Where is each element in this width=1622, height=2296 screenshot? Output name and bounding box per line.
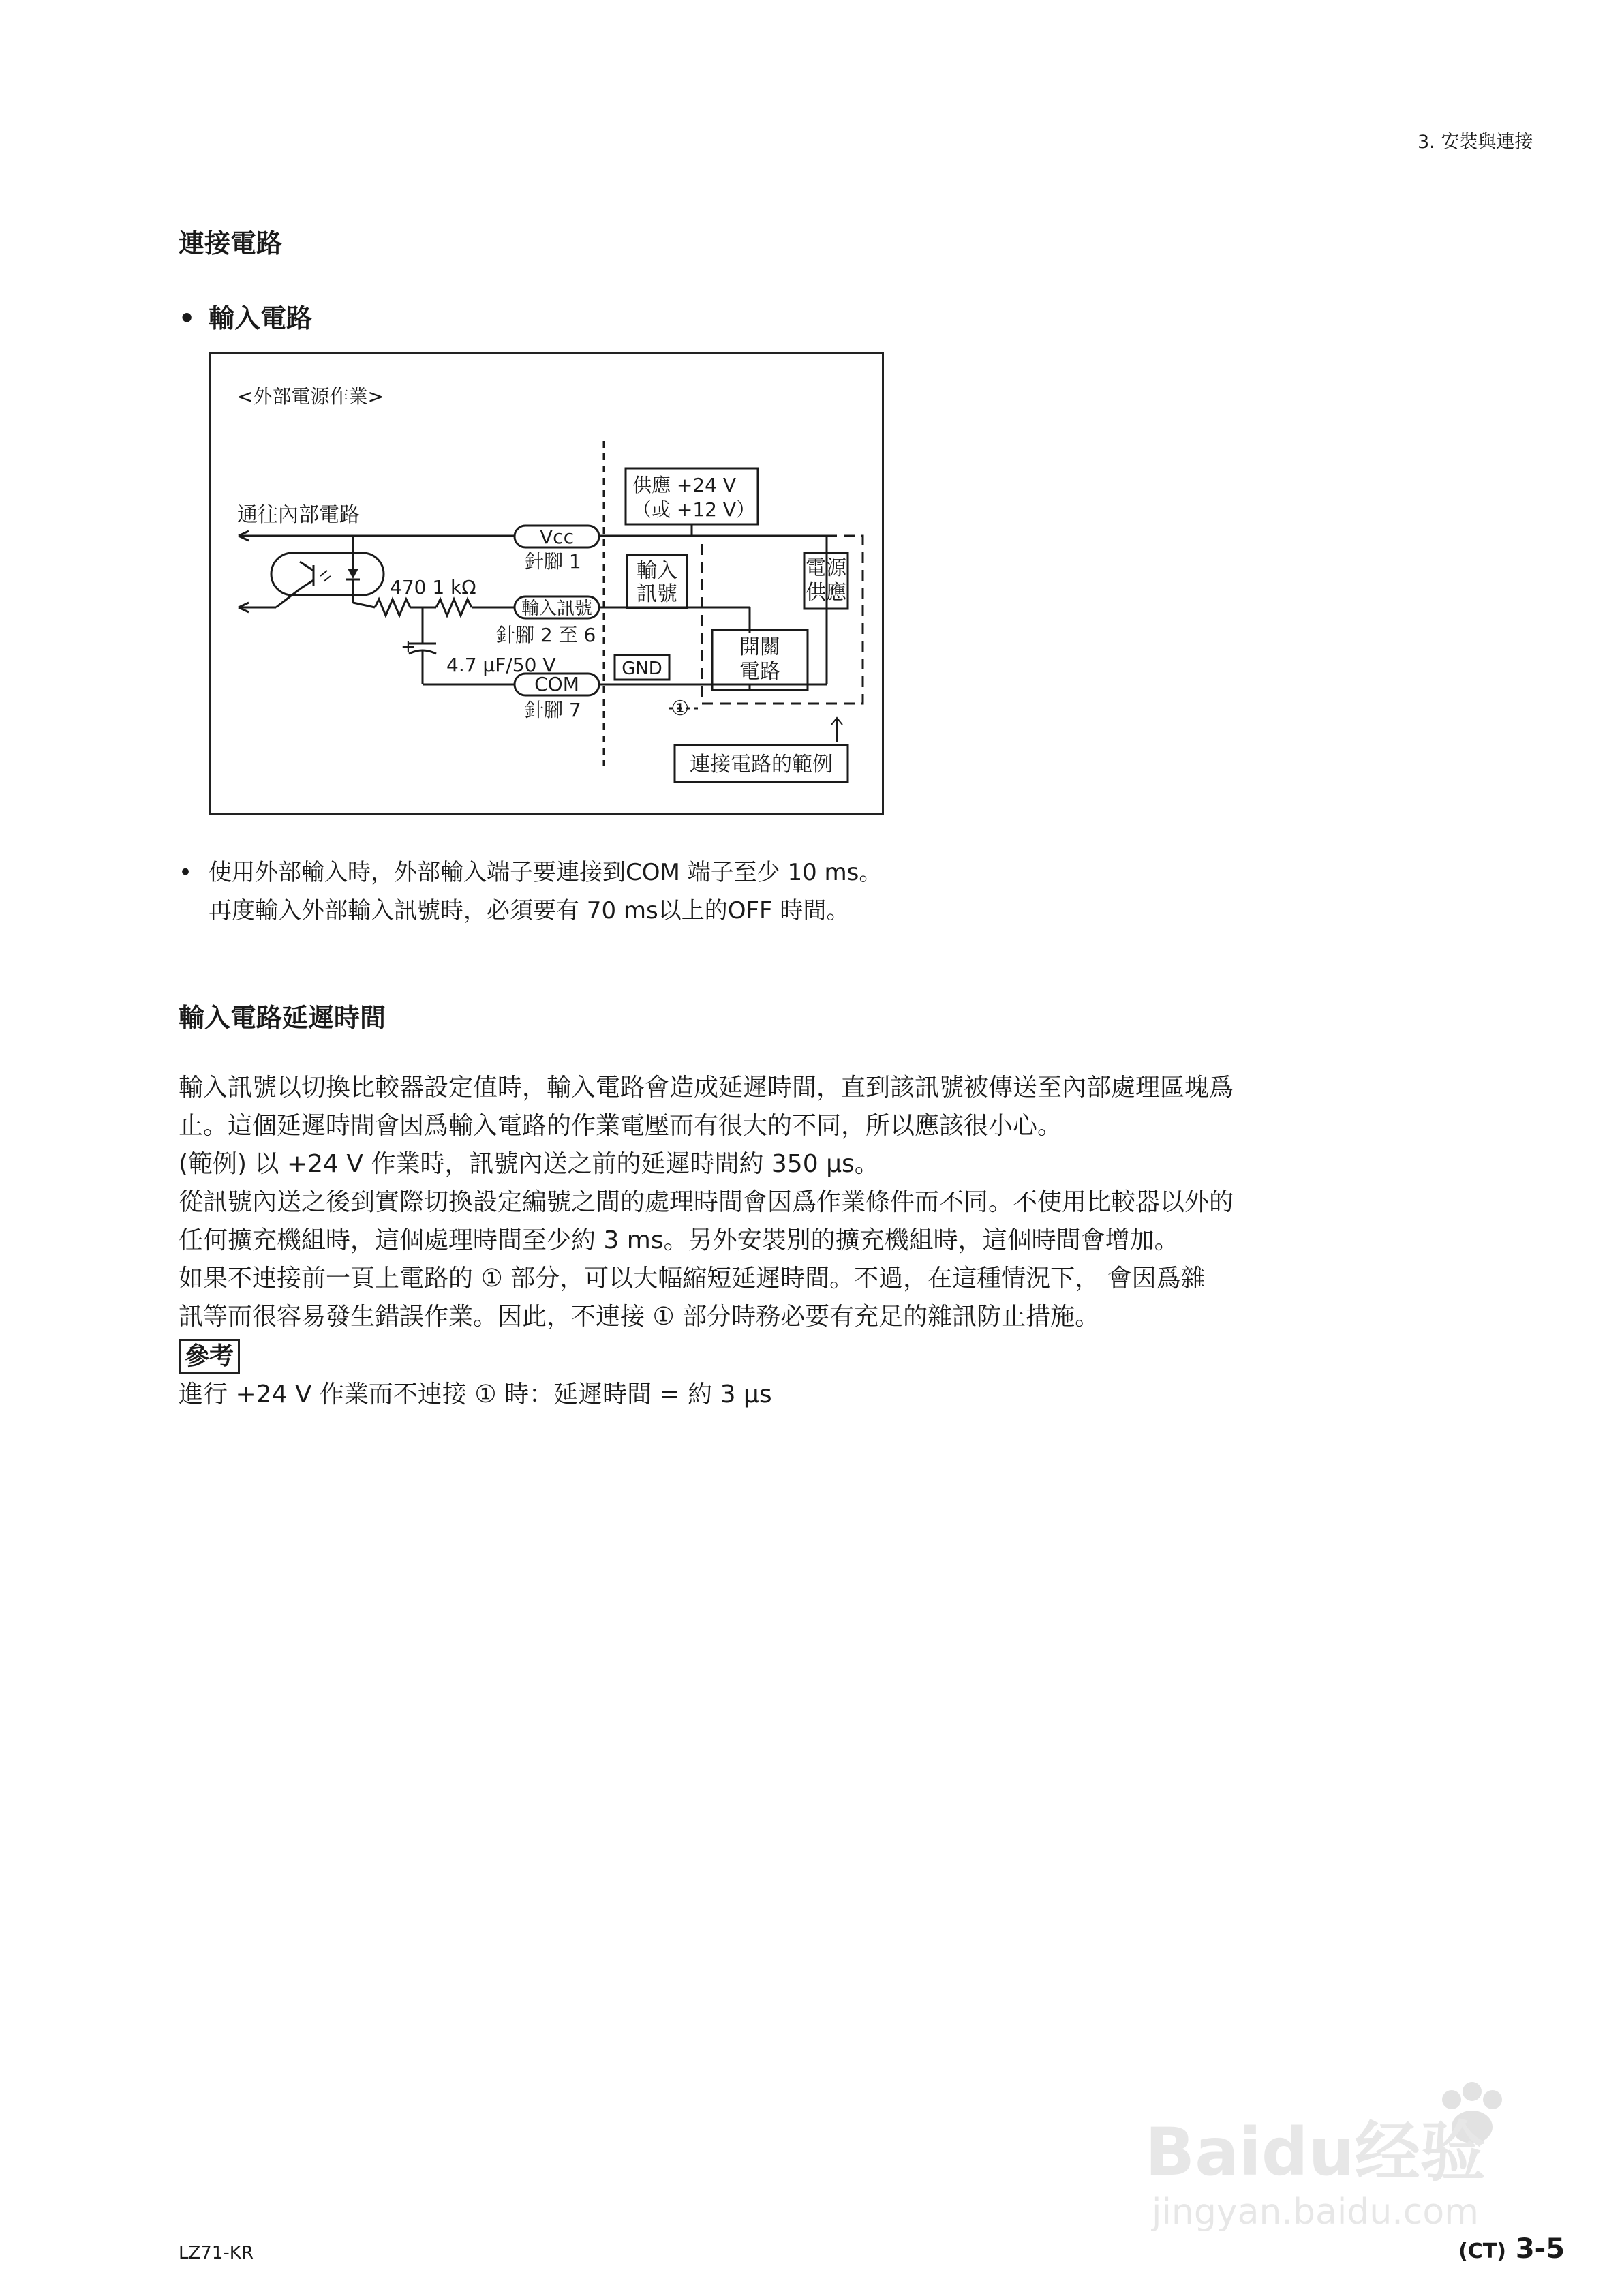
chapter-header: 3. 安裝與連接 [1418, 132, 1533, 153]
delay-line-6: 如果不連接前一頁上電路的 ① 部分，可以大幅縮短延遲時間。不過，在這種情況下， 會因爲雜 [179, 1265, 1206, 1293]
diagram-power-line1: 電源 [806, 556, 846, 580]
diagram-vcc-label: Vcc [540, 526, 574, 548]
diagram-mode-label: <外部電源作業> [237, 385, 384, 408]
circuit-svg [211, 354, 886, 817]
diagram-switch-line2: 電路 [739, 660, 780, 684]
diagram-pin7-label: 針腳 7 [525, 699, 581, 721]
diagram-gnd-label: GND [622, 659, 662, 679]
diagram-pin1-label: 針腳 1 [525, 550, 581, 573]
delay-line-1: 輸入訊號以切換比較器設定值時，輸入電路會造成延遲時間，直到該訊號被傳送至內部處理區塊爲 [179, 1074, 1234, 1102]
delay-line-5: 任何擴充機組時，這個處理時間至少約 3 ms。另外安裝別的擴充機組時，這個時間會增加。 [179, 1226, 1179, 1254]
delay-line-3: (範例) 以 +24 V 作業時，訊號內送之前的延遲時間約 350 μs。 [179, 1150, 879, 1178]
diagram-input-signal-label: 輸入訊號 [521, 599, 593, 619]
diagram-resistor-label: 470 1 kΩ [390, 576, 476, 599]
footer-model: LZ71-KR [179, 2243, 254, 2263]
paw-icon [1442, 2090, 1461, 2109]
diagram-capacitor-label: 4.7 μF/50 V [446, 654, 556, 676]
watermark-url: jingyan.baidu.com [1152, 2192, 1479, 2233]
input-note-line1: 使用外部輸入時，外部輸入端子要連接到COM 端子至少 10 ms。 [209, 859, 883, 886]
footer-page-prefix: (CT) [1458, 2239, 1506, 2263]
input-note-line2: 再度輸入外部輸入訊號時，必須要有 70 ms以上的OFF 時間。 [209, 897, 850, 924]
diagram-supply-line1: 供應 +24 V [632, 474, 737, 496]
bullet-icon: • [179, 303, 196, 333]
diagram-example-label: 連接電路的範例 [690, 753, 833, 776]
diagram-cap-plus: + [401, 637, 416, 657]
diagram-supply-line2: （或 +12 V） [632, 498, 756, 521]
watermark-brand: Baidu经验 [1145, 2114, 1486, 2190]
footer-page-number: 3-5 [1515, 2233, 1565, 2265]
input-note [179, 854, 882, 930]
diagram-com-label: COM [534, 673, 579, 695]
section-title-connection-circuit: 連接電路 [179, 228, 283, 258]
diagram-pins2-6-label: 針腳 2 至 6 [496, 624, 596, 646]
section-title-delay: 輸入電路延遲時間 [179, 1003, 386, 1033]
reference-text: 進行 +24 V 作業而不連接 ① 時：延遲時間 = 約 3 μs [179, 1380, 772, 1408]
footer-page [1458, 2233, 1565, 2265]
delay-line-2: 止。這個延遲時間會因爲輸入電路的作業電壓而有很大的不同，所以應該很小心。 [179, 1112, 1062, 1140]
diagram-power-line2: 供應 [806, 581, 846, 605]
bullet-input-circuit [179, 297, 312, 335]
diagram-input-box-line2: 訊號 [637, 582, 677, 606]
reference-label: 參考 [179, 1339, 240, 1374]
bullet-icon: • [179, 859, 193, 886]
diagram-input-box-line1: 輸入 [637, 559, 677, 583]
diagram-switch-line1: 開關 [739, 635, 780, 659]
delay-line-7: 訊等而很容易發生錯誤作業。因此，不連接 ① 部分時務必要有充足的雜訊防止措施。 [179, 1303, 1100, 1331]
watermark-svg [1131, 2072, 1567, 2236]
bullet-input-circuit-label: 輸入電路 [209, 303, 313, 333]
diagram-to-internal-label: 通往內部電路 [237, 503, 360, 527]
delay-paragraph [179, 1069, 1392, 1414]
watermark [1131, 2072, 1567, 2239]
delay-line-4: 從訊號內送之後到實際切換設定編號之間的處理時間會因爲作業條件而不同。不使用比較器以外的 [179, 1188, 1234, 1216]
diagram-marker-1: ① [671, 697, 690, 721]
circuit-diagram [209, 352, 884, 815]
